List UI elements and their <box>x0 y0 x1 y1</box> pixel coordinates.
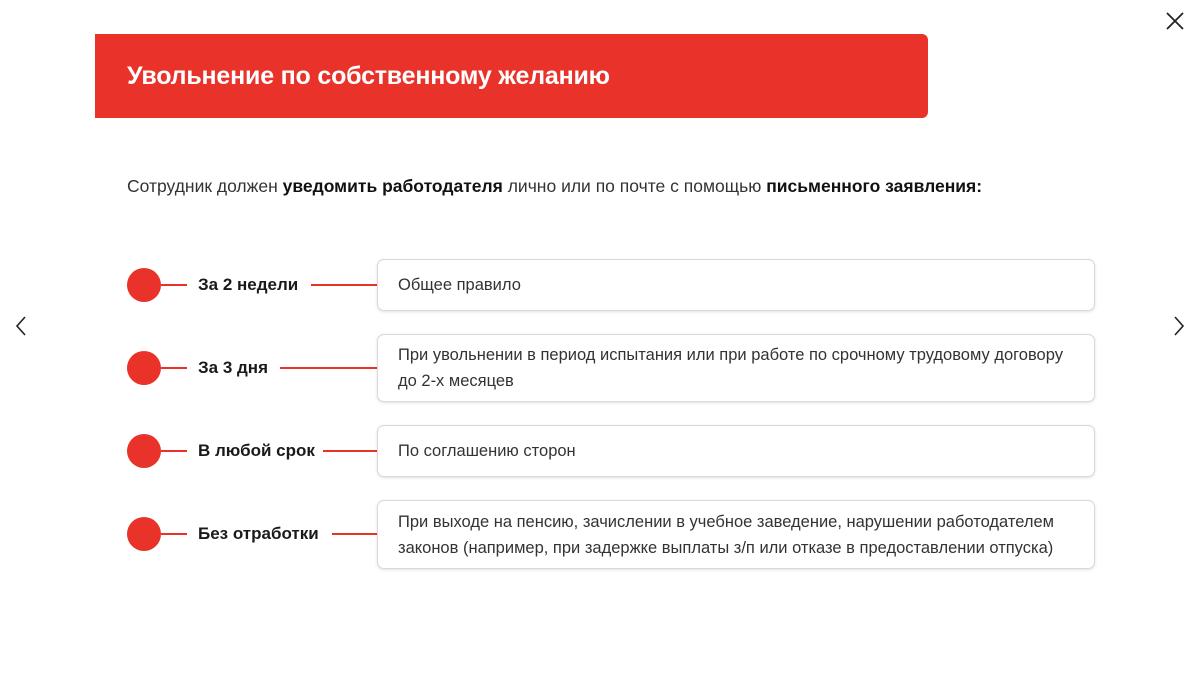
connector-line <box>161 450 187 452</box>
intro-part-1: Сотрудник должен <box>127 176 283 196</box>
page-title: Увольнение по собственному желанию <box>127 61 610 90</box>
description-card <box>377 259 1095 311</box>
next-slide-button[interactable] <box>1164 310 1194 342</box>
title-banner <box>95 34 928 118</box>
row-label: Без отработки <box>198 524 319 543</box>
close-icon <box>1165 11 1185 31</box>
description-card <box>377 334 1095 402</box>
connector-line <box>280 367 377 369</box>
intro-part-2: лично или по почте с помощью <box>502 176 767 196</box>
chevron-left-icon <box>14 315 28 337</box>
connector-line <box>311 284 377 286</box>
timeline-dot <box>127 517 161 551</box>
connector-line <box>161 533 187 535</box>
timeline-dot <box>127 268 161 302</box>
row-label: В любой срок <box>198 441 315 460</box>
row-label: За 3 дня <box>198 358 268 377</box>
intro-bold-2: письменного заявления: <box>766 176 983 196</box>
intro-bold-1: уведомить работодателя <box>282 176 503 196</box>
connector-line <box>332 533 377 535</box>
row-label: За 2 недели <box>198 275 299 294</box>
chevron-right-icon <box>1172 315 1186 337</box>
row-description: При выходе на пенсию, зачислении в учебное заведение, нарушении работодателем законов (например, при задержке выплаты з/п или отказе в предоставлении отпуска) <box>398 512 1054 557</box>
connector-line <box>161 367 187 369</box>
close-button[interactable] <box>1160 6 1190 36</box>
description-card <box>377 425 1095 477</box>
row-description: Общее правило <box>398 276 521 294</box>
prev-slide-button[interactable] <box>6 310 36 342</box>
connector-line <box>323 450 377 452</box>
connector-line <box>161 284 187 286</box>
row-description: По соглашению сторон <box>398 442 576 460</box>
timeline-dot <box>127 434 161 468</box>
row-description: При увольнении в период испытания или при работе по срочному трудовому договору до 2-х месяцев <box>398 346 1063 390</box>
intro-text <box>127 176 982 197</box>
timeline-dot <box>127 351 161 385</box>
description-card <box>377 500 1095 569</box>
